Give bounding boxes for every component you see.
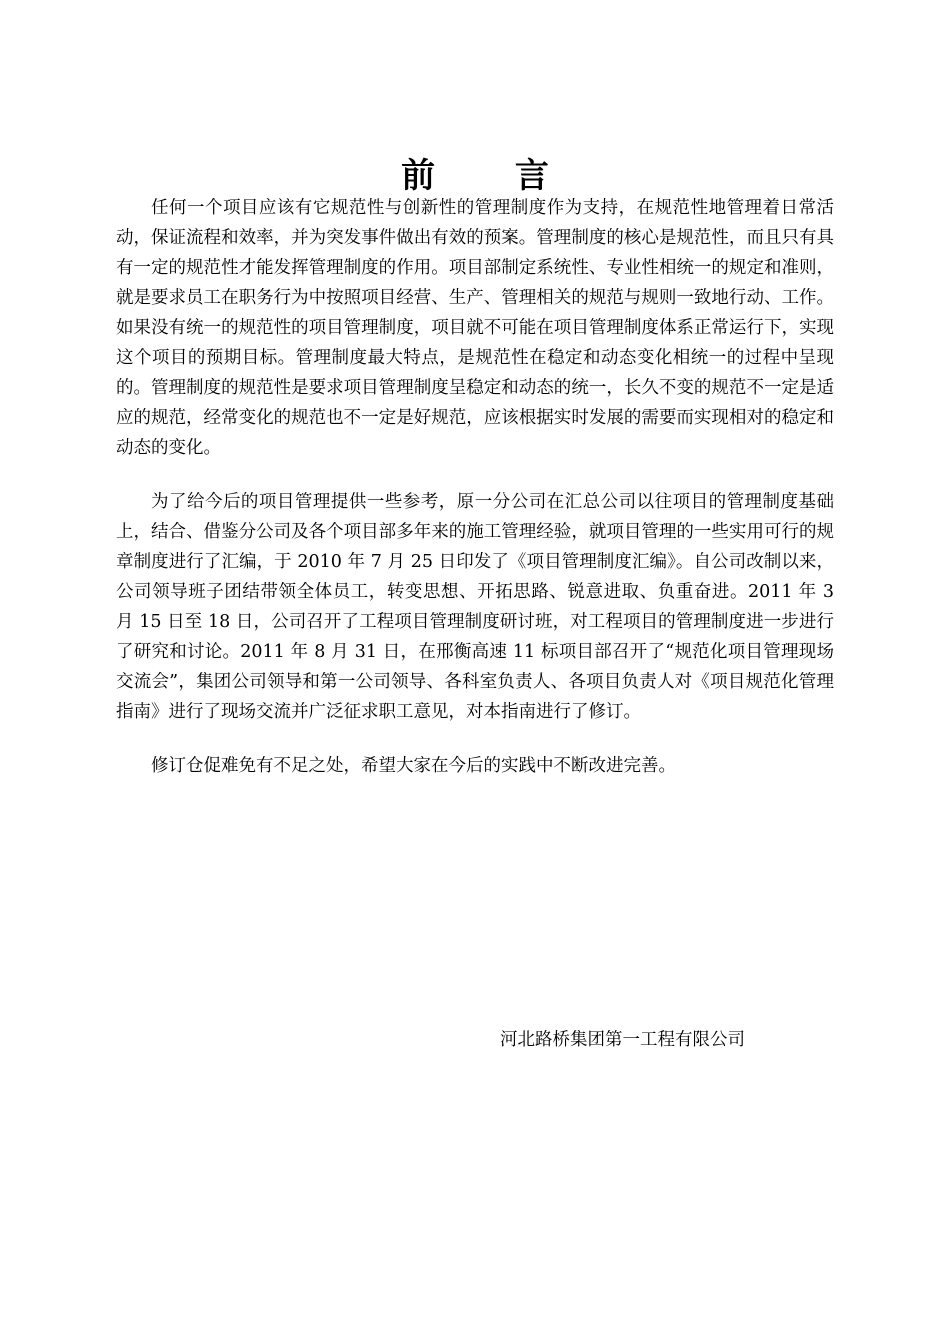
paragraph-2: 为了给今后的项目管理提供一些参考，原一分公司在汇总公司以往项目的管理制度基础上，结合、借鉴分公司及各个项目部多年来的施工管理经验，就项目管理的一些实用可行的规章制度进行了汇编，于 2010 年 7 月 25 日印发了《项目管理制度汇编》。自公司改制以来，公司领导班子团结带领全体员工，转变思想、开拓思路、锐意进取、负重奋进。2011 年 3 月 15 日至 18 日，公司召开了工程项目管理制度研讨班，对工程项目的管理制度进一步进行了研究和讨论。2011 年 8 月 31 日，在邢衡高速 11 标项目部召开了“规范化项目管理现场交流会”，集团公司领导和第一公司领导、各科室负责人、各项目负责人对《项目规范化管理指南》进行了现场交流并广泛征求职工意见，对本指南进行了修订。 [116, 492, 834, 722]
page-title: 前 言 [401, 155, 583, 196]
paragraph-1: 任何一个项目应该有它规范性与创新性的管理制度作为支持，在规范性地管理着日常活动，保证流程和效率，并为突发事件做出有效的预案。管理制度的核心是规范性，而且只有具有一定的规范性才能发挥管理制度的作用。项目部制定系统性、专业性相统一的规定和准则，就是要求员工在职务行为中按照项目经营、生产、管理相关的规范与规则一致地行动、工作。如果没有统一的规范性的项目管理制度，项目就不可能在项目管理制度体系正常运行下，实现这个项目的预期目标。管理制度最大特点，是规范性在稳定和动态变化相统一的过程中呈现的。管理制度的规范性是要求项目管理制度呈稳定和动态的统一，长久不变的规范不一定是适应的规范，经常变化的规范也不一定是好规范，应该根据实时发展的需要而实现相对的稳定和动态的变化。 [116, 198, 834, 458]
preface-body [116, 193, 834, 781]
paragraph-3: 修订仓促难免有不足之处，希望大家在今后的实践中不断改进完善。 [151, 756, 676, 776]
company-signature: 河北路桥集团第一工程有限公司 [500, 1030, 745, 1050]
